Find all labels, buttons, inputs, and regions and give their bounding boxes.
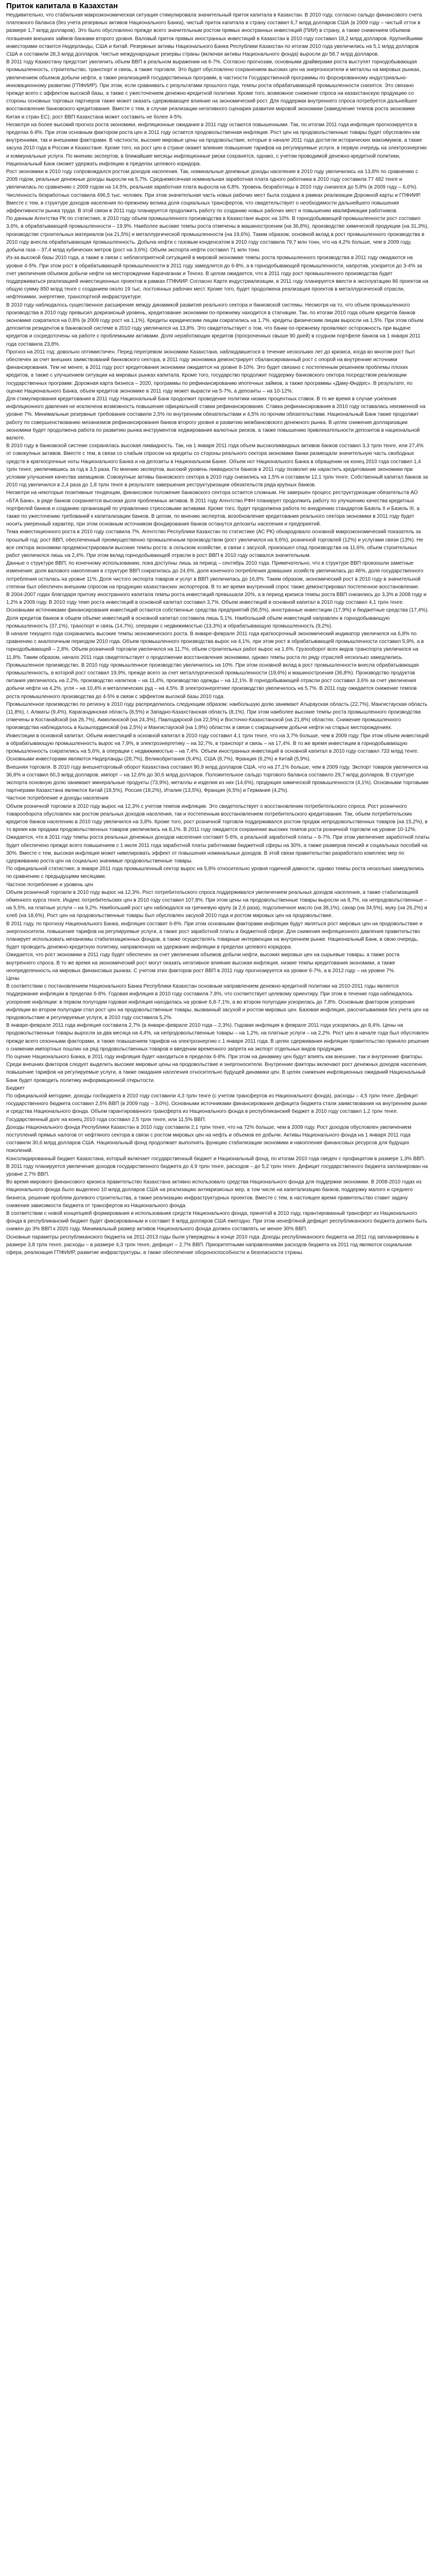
article-body bbox=[6, 11, 430, 1257]
paragraph: В начале текущего года сохранились высокие темпы экономического роста. В январе-феврале 2011 года краткосрочный экономический индикатор увеличился на 6,8% по сравнению с аналогичным периодом 2010 года. Объем промышленного производства вырос на 4,1%, при этом рост в обрабатывающей промышленности составил 5,9%, а в горнодобывающей – 2,8%. Объем розничной торговли увеличился на 11,7%, объем строительных работ вырос на 1,6%. Грузооборот всех видов транспорта увеличился на 11,8%. Таким образом, начало 2011 года свидетельствует о продолжении восстановления экономики, однако темпы роста по ряду отраслей несколько замедлились. bbox=[6, 631, 424, 660]
section-heading: Бюджет bbox=[6, 1085, 25, 1091]
paragraph: Несмотря на некоторые позитивные тенденции, финансовое положение банковского сектора остается сложным. Не завершен процесс реструктуризации обязательств АО «БТА Банк», в ряде банков сохраняется высокая доля проблемных активов. В 2011 году Агентство РФН планирует продолжить работу по улучшению качества кредитных портфелей банков и созданию организаций по управлению стрессовыми активами. Кроме того, будет продолжена работа по внедрению стандартов Базель II и Базель III, а также по ужесточению требований к капитализации банков. В целом, по мнению экспертов, возобновление кредитования реального сектора экономики в 2011 году будет носить умеренный характер, при этом основным источником фондирования банков останутся депозиты населения и предприятий. bbox=[6, 490, 420, 528]
paragraph: В 2004-2007 годах благодаря притоку иностранного капитала темпы роста инвестиций превышали 20%, а в период кризиса темпы роста ВВП снизились до 3,3% в 2008 году и 1,2% в 2009 году. В 2010 году темп роста инвестиций в основной капитал составил 3,7%. Объем инвестиций в основной капитал в 2010 году составил 4,1 трлн тенге. Основными источниками финансирования инвестиций остаются собственные средства предприятий (56,5%), иностранные инвестиции (17,9%) и бюджетные средства (17,4%). Доля кредитов банков в общем объеме инвестиций в основной капитал составила лишь 5,1%. Наибольший объем инвестиций направлен в горнодобывающую промышленность (37,1%), транспорт и связь (14,7%), операции с недвижимостью (13,3%) и обрабатывающую промышленность (9,2%). bbox=[6, 592, 429, 629]
paragraph: По официальной статистике, в январе 2011 года промышленный сектор вырос на 5,8% относительно уровня годичной давности, однако темпы роста несколько замедлились по сравнению с предыдущими месяцами. bbox=[6, 866, 424, 880]
paragraph: Объем розничной торговли в 2010 году вырос на 12,3%. Рост потребительского спроса поддерживался увеличением реальных доходов населения, а также стабилизацией обменного курса тенге. Индекс потребительских цен в 2010 году составил 107,8%. При этом цены на продовольственные товары выросли на 8,7%, на непродовольственные – на 5,5%, на платные услуги – на 9,2%. Наибольший рост цен наблюдался на гречневую крупу (в 2,6 раза), подсолнечное масло (на 38,1%), сахар (на 34,5%), муку (на 26,2%) и хлеб (на 18,6%). Рост цен на продовольственные товары был обусловлен засухой 2010 года и ростом мировых цен на продовольствие. bbox=[6, 889, 427, 919]
paragraph: Инвестиции в основной капитал. Объем инвестиций в основной капитал в 2010 году составил 4,1 трлн тенге, что на 3,7% больше, чем в 2009 году. При этом объем инвестиций в обрабатывающую промышленность вырос на 7,9%, в электроэнергетику – на 32,7%, в транспорт и связь – на 17,4%. В то же время инвестиции в горнодобывающую промышленность сократились на 5,6%, в операции с недвижимостью – на 7,4%. Объем иностранных инвестиций в основной капитал в 2010 году составил 733 млрд тенге. Основными инвесторами являются Нидерланды (28,7%), Великобритания (9,4%), США (8,7%), Франция (6,2%) и Китай (5,9%). bbox=[6, 733, 429, 762]
paragraph: Из-за высокой базы 2010 года, а также в связи с неблагоприятной ситуацией в мировой экономике темпы роста промышленного производства в 2011 году ожидаются на уровне 4-5%. При этом рост в обрабатывающей промышленности в 2011 году замедлится до 6-8%, а в горнодобывающей промышленности, напротив, ускорится до 3-4% за счет увеличения объемов добычи нефти на месторождении Карачаганак и Тенгиз. В целом ожидается, что в 2011 году рост промышленного производства будет поддерживаться реализацией инвестиционных проектов в рамках ГПФИИР. Согласно Карте индустриализации, в 2011 году планируется ввести в эксплуатацию 86 проектов на общую сумму 850 млрд тенге с созданием около 19 тыс. постоянных рабочих мест. Кроме того, будет продолжена реализация проектов в металлургической отрасли, нефтехимии, энергетике, транспортной инфраструктуре. bbox=[6, 255, 428, 300]
paragraph: В 2011 году Казахстану предстоит увеличить объем ВВП в реальном выражении на 6-7%. Согласно прогнозам, основными драйверами роста выступят горнодобывающая промышленность, строительство, транспорт и связь, а также торговля. Это будет обусловлено сохранением высоких цен на энергоносители и металлы на мировых рынках, увеличением объемов добычи нефти, а также реализацией государственных программ, в частности Государственной программы по форсированному индустриально-инновационному развитию (ГПФИИР). При этом, если сравнивать с результатами прошлого года, темпы роста обрабатывающей промышленности снизятся. Это связано прежде всего с эффектом высокой базы, а также с ужесточением денежно-кредитной политики. Кроме того, возможное снижение спроса на казахстанскую продукцию со стороны основных торговых партнеров также может оказать сдерживающее влияние на экономический рост. Для поддержки внутреннего спроса потребуется дальнейшее восстановление банковского кредитования. Вместе с тем, в случае реализации негативного сценария развития мировой экономики (замедление темпов роста экономики Китая и стран ЕС), рост ВВП Казахстана может составить не более 4-5%. bbox=[6, 59, 421, 120]
paragraph: В соответствии с новой концепцией формирования и использования средств Национального фонда, принятой в 2010 году, гарантированный трансферт из Национального фонда в республиканский бюджет будет фиксированным и составит 8 млрд долларов США ежегодно. При этом ненефтяной дефицит республиканского бюджета должен быть снижен до 3% ВВП к 2020 году. Минимальный размер активов Национального фонда должен составлять не менее 30% ВВП. bbox=[6, 1211, 427, 1232]
paragraph: Ожидается, что рост экономики в 2011 году будет обеспечен за счет увеличения объемов добычи нефти, высоких мировых цен на сырьевые товары, а также роста внутреннего спроса. В то же время на экономический рост могут оказать негативное влияние высокая инфляция, низкие темпы кредитования экономики, а также неопределенность на мировых финансовых рынках. С учетом этих факторов рост ВВП в 2011 году прогнозируется на уровне 6-7%, а в 2012 году – на уровне 7%. bbox=[6, 952, 399, 974]
paragraph: Для стимулирования кредитования в 2011 году Национальный Банк продолжит проведение политики низких процентных ставок. В то же время в случае усиления инфляционного давления не исключена возможность повышения официальной ставки рефинансирования. Ставка рефинансирования в 2010 году оставалась неизменной на уровне 7%. Минимальные резервные требования составили 2,5% по внутренним обязательствам и 4,5% по прочим обязательствам. Национальный Банк также продолжит работу по совершенствованию механизмов рефинансирования банков второго уровня и развитию межбанковского денежного рынка. В целях снижения долларизации экономики будет продолжена работа по развитию рынка инструментов хеджирования валютных рисков, а также повышению привлекательности депозитов в национальной валюте. bbox=[6, 396, 426, 441]
paragraph: В январе-феврале 2011 года инфляция составила 2,7% (в январе-феврале 2010 года – 2,3%). Годовая инфляция в феврале 2011 года ускорилась до 8,4%. Цены на продовольственные товары выросли за два месяца на 4,4%, на непродовольственные товары – на 1,2%, на платные услуги – на 2,2%. Рост цен в начале года был обусловлен прежде всего сезонными факторами, а также повышением тарифов на электроэнергию с 1 января 2011 года. В целях сдерживания инфляции правительство приняло решение о снижении импортных пошлин на ряд продовольственных товаров и введении временного запрета на экспорт отдельных видов продукции. bbox=[6, 1023, 429, 1052]
paragraph: Неудивительно, что стабильная макроэкономическая ситуация стимулировала значительный приток капитала в Казахстан. В 2010 году, согласно сальдо финансового счета платежного баланса (без учета резервных активов Национального Банка), чистый приток капитала в страну составил 6,7 млрд долларов США (в 2009 году – чистый отток в размере 1,7 млрд долларов). Это было обусловлено прежде всего значительным ростом прямых иностранных инвестиций (ПИИ) в страну, а также снижением объемов погашения внешних займов банками второго уровня. Валовый приток прямых иностранных инвестиций в Казахстан в 2010 году составил 18,2 млрд долларов. Крупнейшими инвесторами остаются Нидерланды, США и Китай. Резервные активы Национального Банка Республики Казахстан по итогам 2010 года увеличились на 5,1 млрд долларов США и составили 28,3 млрд долларов. Чистые международные резервы страны (включая активы Национального фонда) выросли до 58,7 млрд долларов. bbox=[6, 12, 423, 58]
paragraph: В 2010 году в банковской системе сохранялась высокая ликвидность. Так, на 1 января 2011 года объем высоколиквидных активов банков составил 3,3 трлн тенге, или 27,4% от совокупных активов. Вместе с тем, в связи со слабым спросом на кредиты со стороны реального сектора экономики банки размещали значительную часть свободных средств в краткосрочные ноты Национального Банка и на депозиты в Национальном Банке. Объем нот Национального Банка в обращении на конец 2010 года составил 1,4 трлн тенге, увеличившись за год в 3,5 раза. По мнению экспертов, высокий уровень ликвидности банков в 2011 году позволит им нарастить кредитование экономики при условии улучшения качества заемщиков. Совокупные активы банковского сектора в 2010 году снизились на 1,5% и составили 12,1 трлн тенге. Собственный капитал банков за 2010 год увеличился в 2,4 раза до 1,8 трлн тенге в результате завершения реструктуризации обязательств ряда крупных банков. bbox=[6, 443, 428, 488]
paragraph: Несмотря на более высокий прогноз роста экономики, инфляционные ожидания в 2011 году остаются повышенными. Так, по итогам 2011 года инфляция прогнозируется в пределах 6-8%. При этом основным фактором роста цен в 2011 году остается продовольственная инфляция. Рост цен на продовольственные товары будет обусловлен как внутренними, так и внешними факторами. В частности, высокие мировые цены на продовольствие, которые в начале 2011 года достигли исторических максимумов, а также засуха 2010 года в России и Казахстане. Кроме того, на рост цен в стране окажет влияние повышение тарифов на регулируемые услуги, в первую очередь на электроэнергию и коммунальные услуги. По мнению экспертов, в ближайшие месяцы инфляционные риски сохранятся, однако, с учетом проводимой денежно-кредитной политики, Национальный Банк сможет удержать инфляцию в пределах целевого коридора. bbox=[6, 122, 427, 167]
section-heading: Цены bbox=[6, 975, 20, 981]
paragraph: По данным Агентства РК по статистике, в 2010 году объем промышленного производства в Казахстане вырос на 10%. В горнодобывающей промышленности рост составил 3,6%, в обрабатывающей промышленности – 19,9%. Наиболее высокие темпы роста отмечены в машиностроении (на 36,8%), производстве химической продукции (на 31,3%), производстве строительных материалов (на 21,5%) и металлургической промышленности (на 19,6%). Таким образом, основной вклад в рост промышленного производства в 2010 году внесла обрабатывающая промышленность. Добыча нефти с газовым конденсатом в 2010 году составила 79,7 млн тонн, что на 4,2% больше, чем в 2009 году, добыча газа – 37,4 млрд кубических метров (рост на 3,6%). Объем экспорта нефти составил 71 млн тонн. bbox=[6, 216, 429, 253]
paragraph: Внешняя торговля. В 2010 году внешнеторговый оборот Казахстана составил 90,9 млрд долларов США, что на 27,1% больше, чем в 2009 году. Экспорт товаров увеличился на 36,8% и составил 60,3 млрд долларов, импорт – на 12,6% до 30,6 млрд долларов. Положительное сальдо торгового баланса составило 29,7 млрд долларов. В структуре экспорта основную долю занимают минеральные продукты (73,9%), металлы и изделия из них (14,6%), продукция химической промышленности (4,1%). Основными торговыми партнерами Казахстана являются Китай (18,5%), Россия (18,2%), Италия (13,5%), Франция (6,5%) и Германия (4,2%). bbox=[6, 764, 429, 794]
paragraph: Данные о структуре ВВП, по конечному использованию, пока доступны лишь за период – сентябрь 2010 года. Примечательно, что в структуре ВВП произошли заметные изменения: доля валового накопления в структуре ВВП сократилась до 24,6%, доля конечного потребления домашних хозяйств увеличилась до 46%, доля государственного потребления осталась на уровне 11%. Доля чистого экспорта товаров и услуг в ВВП увеличилась до 16,8%. Таким образом, экономический рост в 2010 году в значительной степени был обеспечен внешним спросом на продукцию казахстанских экспортеров. В то же время внутренний спрос также демонстрировал постепенное восстановление. bbox=[6, 561, 424, 590]
paragraph: Основные параметры республиканского бюджета на 2011-2013 годы были утверждены в конце 2010 года. Доходы республиканского бюджета на 2011 год запланированы в размере 3,8 трлн тенге, расходы – в размере 4,3 трлн тенге, дефицит – 2,7% ВВП. Приоритетными направлениями расходов бюджета на 2011 год являются социальная сфера, реализация ГПФИИР, развитие инфраструктуры, а также обеспечение обороноспособности и безопасности страны. bbox=[6, 1234, 419, 1256]
paragraph: По официальной методике, доходы госбюджета в 2010 году составили 4,3 трлн тенге (с учетом трансфертов из Национального фонда), расходы – 4,5 трлн тенге. Дефицит государственного бюджета составил 2,5% ВВП (в 2009 году – 3,0%). Основными источниками финансирования дефицита бюджета стали заимствования на внутреннем рынке и средства Национального фонда. Объем гарантированного трансферта из Национального фонда в республиканский бюджет в 2010 году составил 1,2 трлн тенге. Государственный долг на конец 2010 года составил 2,5 трлн тенге, или 11,5% ВВП. bbox=[6, 1093, 427, 1123]
paragraph: В 2011 году, по прогнозу Национального Банка, инфляция составит 6-8%. При этом основными факторами инфляции будут являться рост мировых цен на продовольствие и энергоносители, повышение тарифов на регулируемые услуги, а также рост заработной платы в бюджетной сфере. Для снижения инфляционного давления правительство планирует использовать механизмы стабилизационных фондов, а также осуществлять товарные интервенции на внутреннем рынке. Национальный Банк, в свою очередь, будет проводить денежно-кредитную политику, направленную на удержание инфляции в пределах целевого коридора. bbox=[6, 921, 423, 951]
paragraph: По оценке Национального Банка, в 2011 году инфляция будет находиться в пределах 6-8%. При этом на динамику цен будут влиять как внешние, так и внутренние факторы. Среди внешних факторов следует выделить высокие мировые цены на продовольствие и энергоносители. Внутренние факторы включают рост денежных доходов населения, повышение тарифов на регулируемые услуги, а также ожидания населения относительно будущей динамики цен. В целях снижения инфляционных ожиданий Национальный Банк будет проводить политику информационной открытости. bbox=[6, 1054, 428, 1083]
paragraph: Объем розничной торговли в 2010 году вырос на 12,3% с учетом темпов инфляции. Это свидетельствует о восстановлении потребительского спроса. Рост розничного товарооборота обусловлен как ростом реальных доходов населения, так и постепенным восстановлением потребительского кредитования. Так, объем потребительских кредитов банков населению в 2010 году увеличился на 3,8%. Кроме того, рост розничной торговли поддерживался ростом продаж непродовольственных товаров (на 15,2%), в то время как продажи продовольственных товаров увеличились на 8,1%. В 2011 году ожидается сохранение высоких темпов роста розничной торговли на уровне 10-12%. bbox=[6, 803, 428, 833]
paragraph: Промышленное производство по региону в 2010 году распределилось следующим образом: наибольшую долю занимают Атырауская область (22,7%), Мангистауская область (11,8%), г. Алматы (9,4%), Карагандинская область (8,5%) и Западно-Казахстанская область (8,1%). При этом наиболее высокие темпы роста промышленного производства отмечены в Костанайской (на 26,7%), Акмолинской (на 24,3%), Павлодарской (на 22,5%) и Восточно-Казахстанской (на 21,8%) областях. Снижение промышленного производства наблюдалось в Кызылординской (на 2,5%) и Мангистауской (на 1,9%) областях в связи с сокращением добычи нефти на старых месторождениях. bbox=[6, 701, 428, 731]
paragraph: Во время мирового финансового кризиса правительство Казахстана активно использовало средства Национального фонда для поддержки экономики. В 2008-2010 годах из Национального фонда было выделено 10 млрд долларов США на реализацию антикризисных мер, в том числе на капитализацию банков, поддержку малого и среднего бизнеса, решение проблем долевого строительства, а также реализацию инфраструктурных проектов. Вместе с тем, в настоящее время правительство ставит задачу снижения зависимости бюджета от трансфертов из Национального фонда. bbox=[6, 1179, 422, 1209]
paragraph: Прогноз на 2011 год: довольно оптимистичен. Перед перегревом экономики Казахстана, наблюдавшегося в течение нескольких лет до кризиса, когда во многом рост был обеспечен за счет внешних заимствований банковского сектора, в 2011 году экономика демонстрирует сбалансированный рост с опорой на внутренние источники финансирования. Тем не менее, в 2011 году рост кредитования экономики ожидается на уровне 8-10%. Это будет связано с постепенным решением проблемы плохих кредитов, а также с улучшением ситуации на мировых рынках капитала. Кроме того, государство продолжит поддержку банковского сектора посредством реализации государственных программ: Дорожная карта бизнеса – 2020, программы по рефинансированию ипотечных займов, а также программы «Даму-Өндіріс». В результате, по оценке Национального Банка, объем кредитов экономике в 2011 году может вырасти на 5-7%, а депозиты – на 10-12%. bbox=[6, 349, 415, 394]
paragraph: Ожидается, что в 2011 году темпы роста реальных денежных доходов населения составят 5-6%, а реальной заработной платы – 6-7%. При этом увеличение заработной платы будет обеспечено прежде всего повышением с 1 июля 2011 года заработной платы работникам бюджетной сферы на 30%, а также размеров пенсий и социальных пособий на 30%. Вместе с тем, высокая инфляция может нивелировать эффект от повышения номинальных доходов. В этой связи правительство разработало комплекс мер по сдерживанию роста цен на социально значимые продовольственные товары. bbox=[6, 835, 430, 864]
paragraph: Промышленное производство. В 2010 году промышленное производство увеличилось на 10%. При этом основной вклад в рост промышленности внесла обрабатывающая промышленность, в которой рост составил 19,9%, прежде всего за счет металлургической промышленности (19,6%) и машиностроения (36,8%). Производство продуктов питания увеличилось на 2,2%, производство напитков – на 11,4%, производство одежды – на 12,1%. В горнодобывающей отрасли рост составил 3,6% за счет увеличения добычи нефти на 4,2%, угля – на 10,4% и металлических руд – на 4,5%. В электроэнергетике производство увеличилось на 5,7%. В 2011 году ожидается снижение темпов роста промышленного производства до 4-5% в связи с эффектом высокой базы 2010 года. bbox=[6, 662, 419, 700]
paragraph: В соответствии с постановлением Национального Банка Республики Казахстан основным направлением денежно-кредитной политики на 2010-2011 годы является поддержание инфляции в пределах 6-8%. Годовая инфляция в 2010 году составила 7,8%, что соответствует целевому ориентиру. При этом в течение года наблюдалось ускорение инфляции: в первом полугодии годовая инфляция находилась на уровне 6,8-7,1%, а во втором полугодии ускорилась до 7,8%. Основным фактором ускорения инфляции во втором полугодии стал рост цен на продовольственные товары, вызванный засухой и ростом мировых цен. Базовая инфляция, рассчитываемая без учета цен на продовольствие и регулируемые услуги, в 2010 году составила 5,2%. bbox=[6, 984, 429, 1021]
paragraph: Консолидированный бюджет Казахстана, который включает государственный бюджет и Национальный фонд, по итогам 2010 года сведен с профицитом в размере 1,3% ВВП. В 2011 году планируется увеличение доходов государственного бюджета до 4,9 трлн тенге, расходов – до 5,2 трлн тенге. Дефицит государственного бюджета запланирован на уровне 2,7% ВВП. bbox=[6, 1156, 428, 1178]
article-title: Приток капитала в Казахстан bbox=[6, 2, 118, 10]
section-heading: Частное потребление и доходы населения bbox=[6, 795, 109, 802]
paragraph: Тема инвестиционного роста в 2010 году составила 7%. Агентство Республики Казахстан по статистике (АС РК) обнародовало основной макроэкономический показатель за прошлый год: рост ВВП, обеспеченный преимущественно промышленным производством (рост увеличился на 9,6%), розничной торговлей (12%) и услугами связи (13%). Не все сектора экономики продемонстрировали высокие темпы роста: в сельском хозяйстве, в связи с засухой, произошел спад производства на 11,6%, объем строительных работ увеличился лишь на 2,4%. При этом вклад горнодобывающей отрасли в рост ВВП в 2010 году оставался значительным. bbox=[6, 529, 424, 559]
paragraph: Доходы Национального фонда Республики Казахстан в 2010 году составили 2,1 трлн тенге, что на 72% больше, чем в 2009 году. Рост доходов обусловлен увеличением поступлений прямых налогов от нефтяного сектора в связи с ростом мировых цен на нефть и объемов ее добычи. Активы Национального фонда на 1 января 2011 года составили 30,6 млрд долларов США. Национальный фонд продолжает выполнять функцию стабилизации экономики и накопления финансовых ресурсов для будущих поколений. bbox=[6, 1124, 412, 1154]
paragraph: В 2010 году наблюдалось существенное расширение между динамикой развития реального сектора и банковской системы. Несмотря на то, что объем промышленного производства в 2010 году превысил докризисный уровень, кредитование экономики по-прежнему находится в стагнации. Так, по итогам 2010 года объем кредитов банков экономике сократился на 0,8% (в 2009 году рост на 1,1%). Кредиты юридическим лицам сократились на 1,7%, кредиты физическим лицам выросли на 1,5%. При этом объем депозитов резидентов в банковской системе в 2010 году увеличился на 13,8%. Это свидетельствует о том, что банки по-прежнему проявляют осторожность при выдаче кредитов и сосредоточены на работе с проблемными активами. Доля неработающих кредитов (просроченных свыше 90 дней) в ссудном портфеле банков на 1 января 2011 года составила 23,8%. bbox=[6, 302, 424, 347]
section-heading: Частное потребление и уровень цен bbox=[6, 882, 94, 888]
article-page bbox=[0, 0, 436, 1257]
paragraph: Рост экономики в 2010 году сопровождался ростом доходов населения. Так, номинальные денежные доходы населения в 2010 году увеличились на 13,8% по сравнению с 2009 годом, реальные денежные доходы выросли на 5,7%. Среднемесячная номинальная заработная плата одного работника в 2010 году составила 77 482 тенге и увеличилась по сравнению с 2009 годом на 14,5%, реальная заработная плата выросла на 6,8%. Уровень безработицы в 2010 году снизился до 5,8% (в 2009 году – 6,6%). Численность безработных составила 496,5 тыс. человек. При этом значительная часть новых рабочих мест была создана в рамках реализации Дорожной карты и ГПФИИР. Вместе с тем, в структуре доходов населения по-прежнему велика доля социальных трансфертов, что свидетельствует о необходимости дальнейшего повышения эффективности рынка труда. В этой связи в 2011 году планируется продолжить работу по созданию новых рабочих мест и повышению квалификации работников. bbox=[6, 169, 421, 214]
